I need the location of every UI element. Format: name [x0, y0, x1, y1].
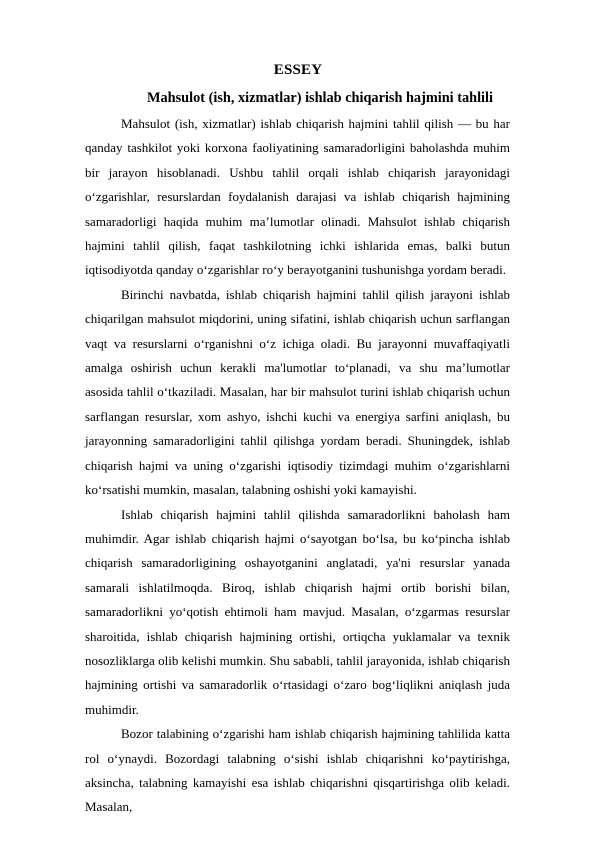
paragraph: Birinchi navbatda, ishlab chiqarish hajmini tahlil qilish jarayoni ishlab chiqarilgan mahsulot miqdorini, uning sifatini, ishlab chiqarish uchun sarflangan vaqt va resurslarni oʻrganishni oʻz ichiga oladi. Bu jarayonni muvaffaqiyatli amalga oshirish uchun kerakli ma'lumotlar toʻplanadi, va shu maʼlumotlar asosida tahlil oʻtkaziladi. Masalan, har bir mahsulot turini ishlab chiqarish uchun sarflangan resurslar, xom ashyo, ishchi kuchi va energiya sarfini aniqlash, bu jarayonning samaradorligini tahlil qilishga yordam beradi. Shuningdek, ishlab chiqarish hajmi va uning oʻzgarishi iqtisodiy tizimdagi muhim oʻzgarishlarni koʻrsatishi mumkin, masalan, talabning oshishi yoki kamayishi. [85, 286, 510, 498]
paragraph: Ishlab chiqarish hajmini tahlil qilishda samaradorlikni baholash ham muhimdir. Agar ishlab chiqarish hajmi oʻsayotgan boʻlsa, bu koʻpincha ishlab chiqarish samaradorligining oshayotganini anglatadi, ya'ni resurslar yanada samarali ishlatilmoqda. Biroq, ishlab chiqarish hajmi ortib borishi bilan, samaradorlikni yoʻqotish ehtimoli ham mavjud. Masalan, oʻzgarmas resurslar sharoitida, ishlab chiqarish hajmining ortishi, ortiqcha yuklamalar va texnik nosozliklarga olib kelishi mumkin. Shu sababli, tahlil jarayonida, ishlab chiqarish hajmining ortishi va samaradorlik oʻrtasidagi oʻzaro bogʻliqlikni aniqlash juda muhimdir. [85, 506, 510, 717]
essay-subtitle: Mahsulot (ish, xizmatlar) ishlab chiqarish hajmini tahlili [147, 90, 493, 106]
paragraph: Bozor talabining oʻzgarishi ham ishlab chiqarish hajmining tahlilida katta rol oʻynaydi. Bozordagi talabning oʻsishi ishlab chiqarishni koʻpaytirishga, aksincha, talabning kamayishi esa ishlab chiqarishni qisqartirishga olib keladi. Masalan, [85, 726, 510, 815]
essay-body [85, 112, 510, 820]
essay-title: ESSEY [273, 62, 323, 78]
paragraph: Mahsulot (ish, xizmatlar) ishlab chiqarish hajmini tahlil qilish — bu har qanday tashkilot yoki korxona faoliyatining samaradorligini baholashda muhim bir jarayon hisoblanadi. Ushbu tahlil orqali ishlab chiqarish jarayonidagi oʻzgarishlar, resurslardan foydalanish darajasi va ishlab chiqarish hajmining samaradorligi haqida muhim maʼlumotlar olinadi. Mahsulot ishlab chiqarish hajmini tahlil qilish, faqat tashkilotning ichki ishlarida emas, balki butun iqtisodiyotda qanday oʻzgarishlar roʻy berayotganini tushunishga yordam beradi. [85, 116, 510, 278]
